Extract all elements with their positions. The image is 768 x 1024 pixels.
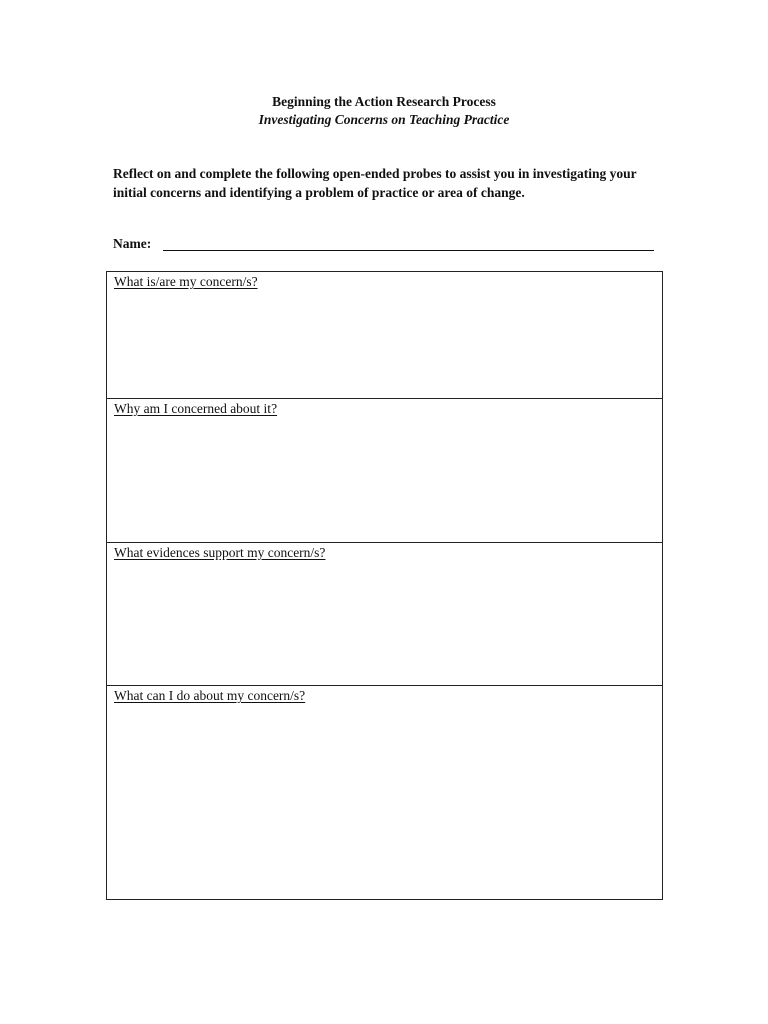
name-field-row — [113, 234, 658, 254]
probe-question: Why am I concerned about it? — [114, 401, 278, 416]
probe-row-why-concerned[interactable] — [107, 398, 662, 542]
probe-row-concerns[interactable] — [107, 272, 662, 398]
document-title: Beginning the Action Research Process — [272, 94, 496, 109]
probe-row-evidences[interactable] — [107, 542, 662, 685]
probe-question: What evidences support my concern/s? — [114, 545, 326, 560]
name-blank-line[interactable] — [163, 250, 654, 251]
document-subtitle: Investigating Concerns on Teaching Practice — [258, 112, 510, 127]
instructions-paragraph: Reflect on and complete the following open-ended probes to assist you in investigating your initial concerns and identifying a problem of practice or area of change. — [113, 166, 637, 200]
probe-question: What can I do about my concern/s? — [114, 688, 306, 703]
name-label: Name: — [113, 236, 152, 251]
probe-row-actions[interactable] — [107, 685, 662, 899]
probe-question: What is/are my concern/s? — [114, 274, 258, 289]
probe-table — [106, 271, 663, 900]
